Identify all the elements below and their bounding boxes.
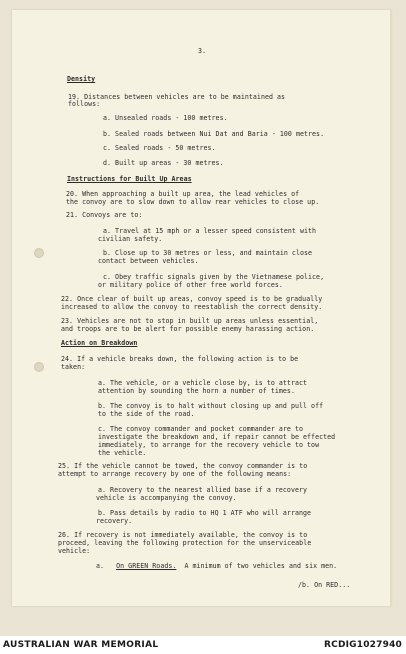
footer-record-id: RCDIG1027940 xyxy=(324,640,402,650)
paragraph-24a-line1: a. The vehicle, or a vehicle close by, is to attract xyxy=(98,379,308,387)
paragraph-24-line2: taken: xyxy=(61,363,86,371)
paragraph-24c-line3: immediately, to arrange for the recovery vehicle to tow xyxy=(98,441,320,449)
paragraph-25-line2: attempt to arrange recovery by one of the following means: xyxy=(58,470,292,478)
paragraph-21a-line2: civilian safety. xyxy=(98,235,163,243)
paragraph-21b-line1: b. Close up to 30 metres or less, and maintain close xyxy=(103,249,313,257)
paragraph-24c-line2: investigate the breakdown and, if repair cannot be effected xyxy=(98,433,336,441)
paragraph-21b-line2: contact between vehicles. xyxy=(98,257,199,265)
paragraph-19-line2: follows: xyxy=(68,100,101,108)
paragraph-25a-line2: vehicle is accompanying the convoy. xyxy=(96,494,237,502)
density-item-a: a. Unsealed roads - 100 metres. xyxy=(103,114,228,122)
section-heading-breakdown: Action on Breakdown xyxy=(61,339,138,347)
paragraph-24b-line2: to the side of the road. xyxy=(98,410,195,418)
section-heading-built-up: Instructions for Built Up Areas xyxy=(67,175,192,183)
paragraph-19-line1: 19. Distances between vehicles are to be maintained as xyxy=(68,93,286,101)
archive-footer xyxy=(0,636,406,654)
paragraph-25a-line1: a. Recovery to the nearest allied base if a recovery xyxy=(98,486,308,494)
paragraph-26a-text: A minimum of two vehicles and six men. xyxy=(184,562,338,570)
punch-hole xyxy=(34,248,44,258)
paragraph-26a-label: a. xyxy=(96,562,105,570)
paragraph-25-line1: 25. If the vehicle cannot be towed, the convoy commander is to xyxy=(58,462,308,470)
paragraph-24c-line4: the vehicle. xyxy=(98,449,147,457)
paragraph-24-line1: 24. If a vehicle breaks down, the following action is to be xyxy=(61,355,299,363)
paragraph-21: 21. Convoys are to: xyxy=(66,211,143,219)
paragraph-25b-line2: recovery. xyxy=(96,517,133,525)
paragraph-23-line2: and troops are to be alert for possible enemy harassing action. xyxy=(61,325,315,333)
paragraph-24a-line2: attention by sounding the horn a number of times. xyxy=(98,387,295,395)
page-number: 3. xyxy=(198,47,207,55)
paragraph-26a xyxy=(96,563,337,571)
paragraph-21c-line2: or military police of other free world forces. xyxy=(98,281,283,289)
paragraph-24b-line1: b. The convoy is to halt without closing up and pull off xyxy=(98,402,324,410)
paragraph-26-line3: vehicle: xyxy=(58,547,91,555)
paragraph-20-line2: the convoy are to slow down to allow rear vehicles to close up. xyxy=(66,198,320,206)
footer-institution: AUSTRALIAN WAR MEMORIAL xyxy=(3,640,159,650)
density-item-d: d. Built up areas - 30 metres. xyxy=(103,159,224,167)
paragraph-24c-line1: c. The convoy commander and pocket commander are to xyxy=(98,425,304,433)
density-item-c: c. Sealed roads - 50 metres. xyxy=(103,144,216,152)
paragraph-26-line2: proceed, leaving the following protection for the unserviceable xyxy=(58,539,312,547)
paragraph-21c-line1: c. Obey traffic signals given by the Vietnamese police, xyxy=(103,273,325,281)
punch-hole xyxy=(34,362,44,372)
paragraph-22-line2: increased to allow the convoy to reestablish the correct density. xyxy=(61,303,323,311)
paragraph-23-line1: 23. Vehicles are not to stop in built up areas unless essential, xyxy=(61,317,319,325)
section-heading-density: Density xyxy=(67,75,96,83)
density-item-b: b. Sealed roads between Nui Dat and Baria - 100 metres. xyxy=(103,130,325,138)
paragraph-26a-heading: On GREEN Roads. xyxy=(116,562,177,570)
paragraph-26-line1: 26. If recovery is not immediately available, the convoy is to xyxy=(58,531,308,539)
paragraph-21a-line1: a. Travel at 15 mph or a lesser speed consistent with xyxy=(103,227,317,235)
paragraph-25b-line1: b. Pass details by radio to HQ 1 ATF who will arrange xyxy=(98,509,312,517)
paragraph-20-line1: 20. When approaching a built up area, the lead vehicles of xyxy=(66,190,300,198)
catchword: /b. On RED... xyxy=(298,581,351,589)
paragraph-22-line1: 22. Once clear of built up areas, convoy speed is to be gradually xyxy=(61,295,323,303)
